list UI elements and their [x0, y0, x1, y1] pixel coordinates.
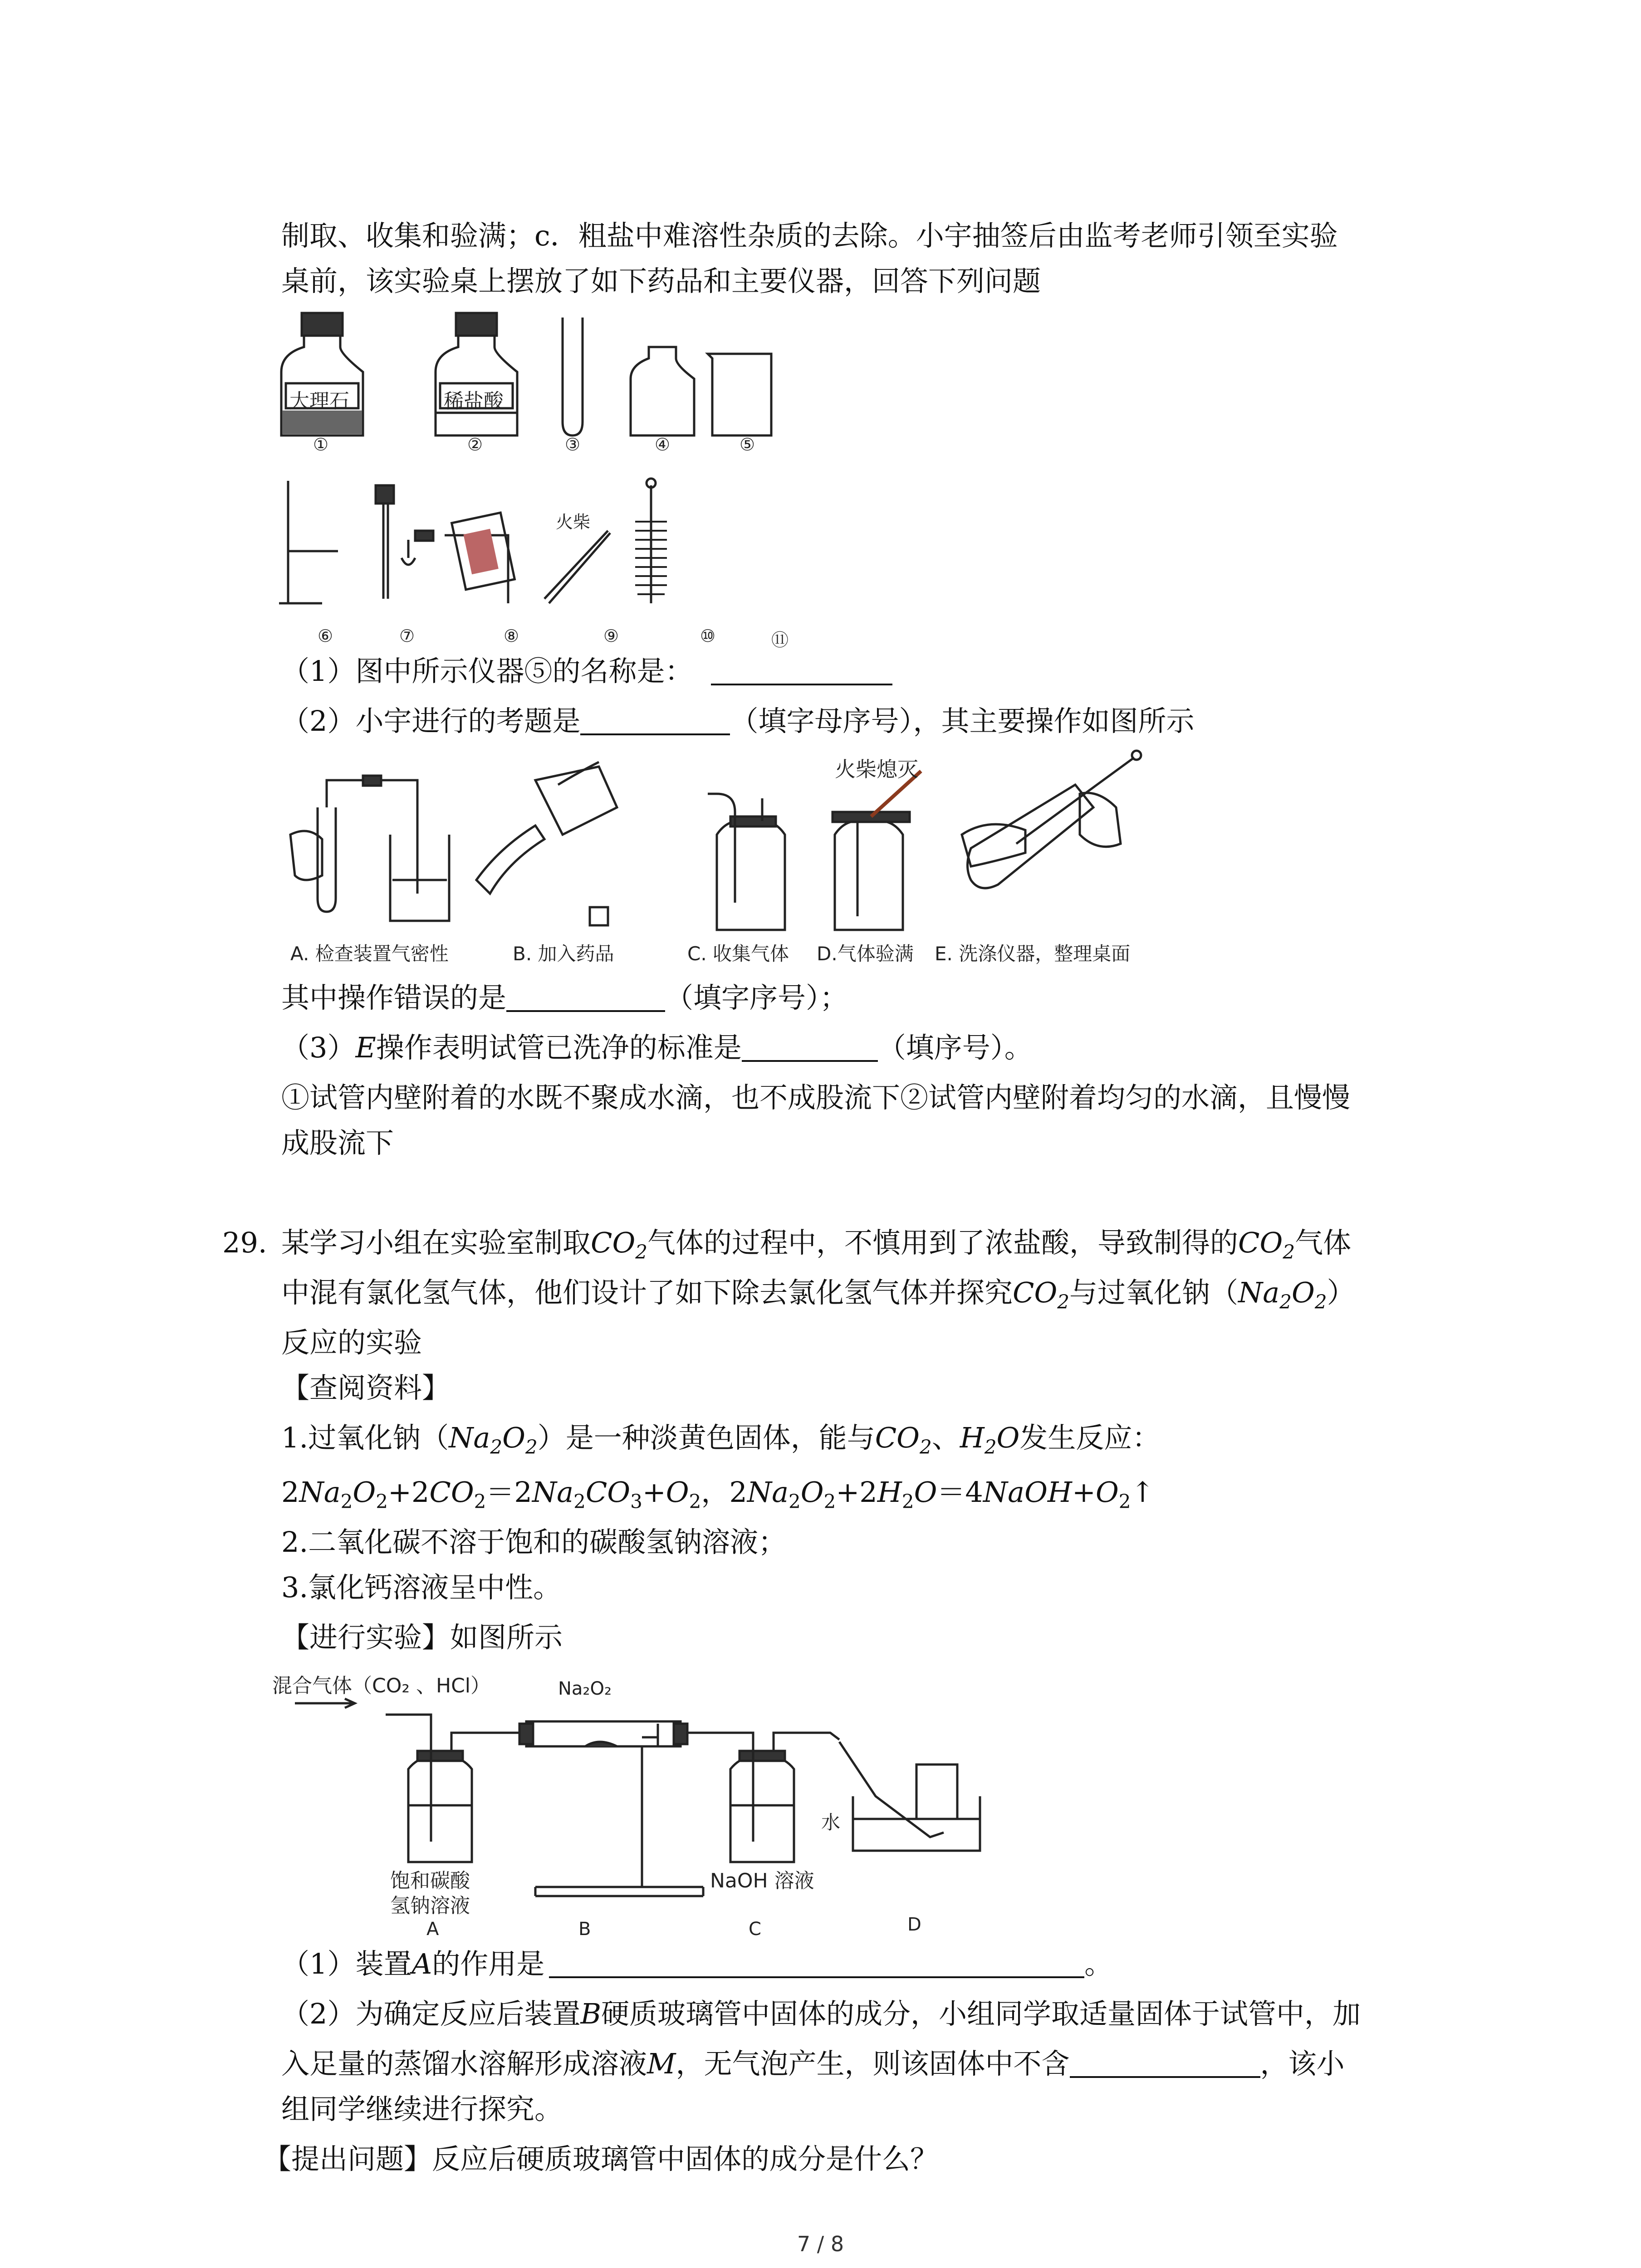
q28-part3-suffix: （填序号）。 [877, 1031, 1033, 1064]
formula-co2-4: $CO_2$ [875, 1421, 932, 1458]
q28-options-line-2: 成股流下 [281, 1126, 394, 1159]
q29-line1-c: 气体 [1295, 1226, 1352, 1259]
figure-instruments [272, 304, 907, 649]
apparatus-c-label: NaOH 溶液 [710, 1869, 814, 1892]
q29-step2-e: ，该小 [1260, 2047, 1345, 2080]
q29-step2-line-1 [281, 1996, 1361, 2032]
q28-part3-e: E [355, 1031, 376, 1064]
q29-step1-a: （1）装置 [281, 1947, 412, 1980]
q29-step1-device-a: A [411, 1947, 432, 1980]
q29-step2-device-b: B [580, 1997, 602, 2030]
q28-part3 [281, 1030, 1033, 1066]
q29-line2-b: 与过氧化钠（ [1069, 1276, 1239, 1309]
q29-step1 [281, 1946, 1112, 1982]
q29-line1-b: 气体的过程中，不慎用到了浓盐酸，导致制得的 [647, 1226, 1239, 1259]
operation-caption-a: A. 检查装置气密性 [290, 943, 449, 965]
formula-na2o2-2: $Na_2O_2$ [449, 1421, 538, 1458]
q29-line-3: 反应的实验 [281, 1326, 422, 1359]
figure-apparatus [272, 1660, 998, 1914]
apparatus-letter-b: B [578, 1919, 591, 1940]
answer-blank-6[interactable] [1070, 2049, 1260, 2078]
apparatus-a-label-1: 饱和碳酸 [390, 1869, 470, 1892]
q29-line2-c: ） [1327, 1276, 1355, 1309]
research-1-b: ）是一种淡黄色固体，能与 [537, 1421, 875, 1454]
instrument-number-3: ③ [565, 435, 581, 455]
q28-error-text-b: （填字序号）； [665, 981, 848, 1014]
equation-2: $2Na_2O_2+2H_2O=4NaOH+O_2↑$ [729, 1476, 1155, 1513]
apparatus-letter-c: C [749, 1919, 761, 1940]
q28-part3-prefix: （3） [281, 1031, 356, 1064]
q29-line2-a: 中混有氯化氢气体，他们设计了如下除去氯化氢气体并探究 [281, 1276, 1013, 1309]
intro-line-1: 制取、收集和验满；c．粗盐中难溶性杂质的去除。小宇抽签后由监考老师引领至实验 [281, 219, 1338, 252]
apparatus-letter-d: D [907, 1914, 921, 1935]
instrument-number-11: ⑪ [771, 630, 789, 650]
instrument-number-6: ⑥ [318, 626, 333, 646]
equation-1: $2Na_2O_2+2CO_2=2Na_2CO_3+O_2$， [281, 1476, 730, 1513]
operation-caption-d: D.气体验满 [817, 943, 914, 965]
instrument-number-2: ② [467, 435, 483, 455]
bottle-label-marble: 大理石 [289, 390, 349, 413]
q29-step2-a: （2）为确定反应后装置 [281, 1997, 581, 2030]
q28-part2 [281, 703, 1194, 739]
answer-blank-4[interactable] [742, 1033, 878, 1062]
q29-step2-b: 硬质玻璃管中固体的成分，小组同学取适量固体于试管中，加 [601, 1997, 1361, 2030]
q29-step2-line-3: 组同学继续进行探究。 [281, 2092, 563, 2126]
q29-number: 29. [222, 1226, 267, 1259]
q29-solution-m: M [647, 2047, 676, 2080]
operation-caption-c: C. 收集气体 [687, 943, 789, 965]
research-heading: 【查阅资料】 [281, 1371, 451, 1404]
formula-h2o-1: $H_2O$ [960, 1421, 1020, 1458]
apparatus-letter-a: A [426, 1919, 439, 1940]
research-1-c: 、 [931, 1421, 960, 1454]
instrument-number-10: ⑩ [700, 626, 716, 646]
apparatus-a-label-2: 氢钠溶液 [390, 1894, 470, 1917]
instrument-number-9: ⑨ [603, 626, 619, 646]
q29-question: 【提出问题】反应后硬质玻璃管中固体的成分是什么？ [263, 2142, 939, 2175]
formula-na2o2-1: $Na_2O_2$ [1238, 1276, 1327, 1313]
instrument-number-4: ④ [655, 435, 671, 455]
q29-line-2 [281, 1275, 1355, 1320]
q28-part2-text-a: （2）小宇进行的考题是 [281, 704, 581, 738]
q28-part1-text: （1）图中所示仪器⑤的名称是： [281, 655, 693, 688]
research-item-1 [281, 1420, 1160, 1465]
formula-co2-2: $CO_2$ [1238, 1226, 1295, 1263]
research-1-a: 1.过氧化钠（ [281, 1421, 449, 1454]
q28-part2-text-b: （填字母序号），其主要操作如图所示 [730, 704, 1195, 738]
operation-caption-e: E. 洗涤仪器，整理桌面 [935, 943, 1131, 965]
operation-caption-b: B. 加入药品 [513, 943, 614, 965]
instrument-number-5: ⑤ [740, 435, 755, 455]
answer-blank-3[interactable] [506, 983, 665, 1012]
research-item-2: 2.二氧化碳不溶于饱和的碳酸氢钠溶液； [281, 1525, 787, 1559]
match-out-label: 火柴熄灭 [835, 757, 918, 782]
q28-part2-error [281, 980, 848, 1016]
reaction-equations [281, 1474, 1154, 1520]
answer-blank-1[interactable] [711, 656, 892, 685]
q29-step1-b: 的作用是 [432, 1947, 545, 1980]
instrument-number-8: ⑧ [504, 626, 519, 646]
q29-line1-a: 某学习小组在实验室制取 [281, 1226, 591, 1259]
matches-label: 火柴 [556, 512, 591, 532]
formula-co2-1: $CO_2$ [591, 1226, 648, 1263]
experiment-heading: 【进行实验】如图所示 [281, 1621, 563, 1654]
formula-co2-3: $CO_2$ [1013, 1276, 1070, 1313]
q29-step1-c: 。 [1084, 1947, 1113, 1980]
q28-part1 [281, 653, 892, 689]
q28-part3-text: 操作表明试管已洗净的标准是 [376, 1031, 742, 1064]
na2o2-label: Na₂O₂ [558, 1678, 612, 1699]
answer-blank-5[interactable] [549, 1949, 1084, 1978]
instrument-number-7: ⑦ [399, 626, 415, 646]
q29-step2-d: ，无气泡产生，则该固体中不含 [676, 2047, 1070, 2080]
bottle-label-hcl: 稀盐酸 [444, 390, 504, 413]
intro-line-2: 桌前，该实验桌上摆放了如下药品和主要仪器，回答下列问题 [281, 264, 1041, 298]
q29-step2-c: 入足量的蒸馏水溶解形成溶液 [281, 2047, 647, 2080]
research-1-d: 发生反应： [1019, 1421, 1161, 1454]
research-item-3: 3.氯化钙溶液呈中性。 [281, 1571, 562, 1604]
instrument-number-1: ① [313, 435, 329, 455]
q29-step2-line-2 [281, 2046, 1345, 2082]
mixed-gas-label: 混合气体（CO₂ 、HCl） [272, 1674, 491, 1697]
water-label: 水 [821, 1811, 841, 1833]
q28-options-line-1: ①试管内壁附着的水既不聚成水滴，也不成股流下②试管内壁附着均匀的水滴，且慢慢 [281, 1081, 1351, 1114]
answer-blank-2[interactable] [580, 706, 730, 735]
page-number: 7 / 8 [797, 2232, 844, 2256]
q28-error-text-a: 其中操作错误的是 [281, 981, 507, 1014]
q29-line-1 [281, 1225, 1351, 1270]
